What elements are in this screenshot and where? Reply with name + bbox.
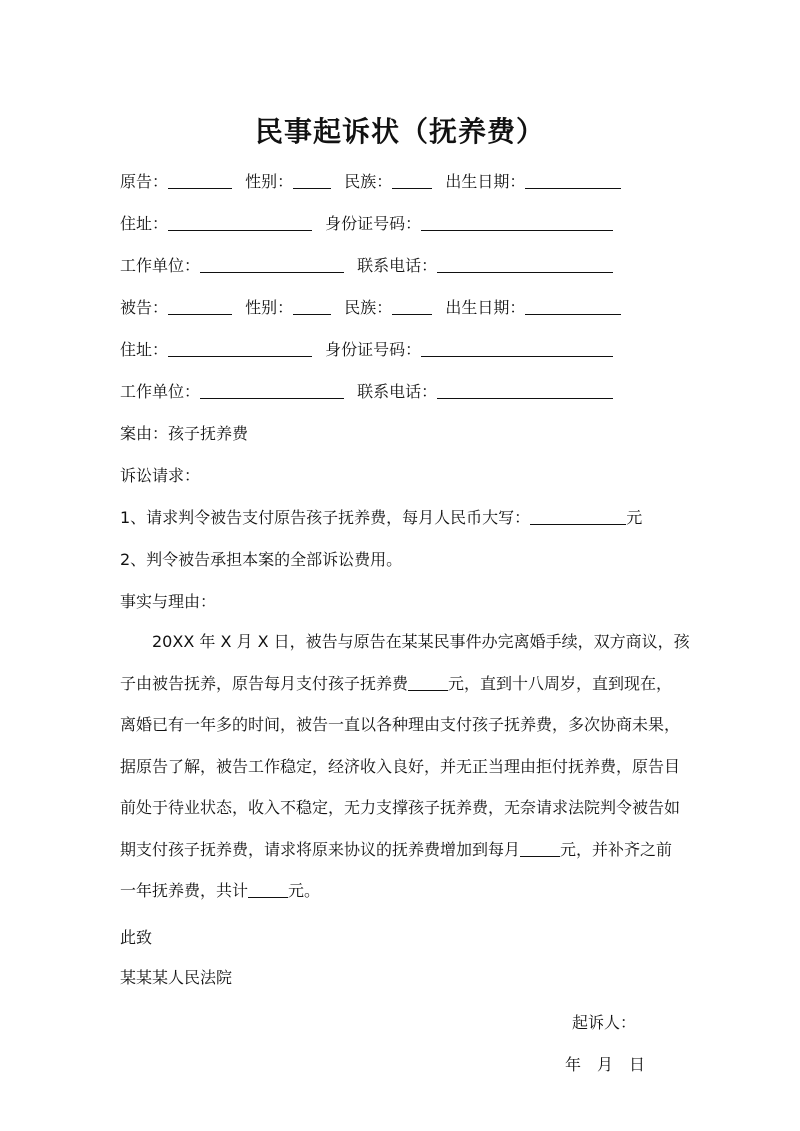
facts-line-2-rest: 元，直到十八周岁，直到现在，	[448, 673, 673, 693]
facts-line-7	[120, 870, 665, 912]
defendant-id-label: 身份证号码：	[325, 340, 422, 359]
date-month: 月	[597, 1055, 614, 1074]
defendant-basic-row	[120, 298, 621, 318]
closing-text: 此致	[120, 928, 153, 947]
defendant-address-label: 住址：	[120, 340, 169, 359]
claim-1-amount-blank	[530, 508, 626, 525]
plaintiff-id-blank	[421, 214, 613, 231]
original-amount-blank	[408, 674, 448, 691]
claim-1-text: 1、请求判令被告支付原告孩子抚养费，每月人民币大写：	[120, 508, 531, 527]
facts-line-3: 离婚已有一年多的时间，被告一直以各种理由支付孩子抚养费，多次协商未果，	[120, 715, 681, 734]
plaintiff-address-blank	[168, 214, 312, 231]
plaintiff-ethnicity-label: 民族：	[344, 172, 393, 191]
date-day: 日	[629, 1055, 646, 1074]
defendant-address-row	[120, 340, 613, 360]
defendant-ethnicity-blank	[392, 298, 432, 315]
plaintiff-gender-blank	[293, 172, 331, 189]
plaintiff-signature-label: 起诉人：	[572, 1013, 637, 1032]
claim-2: 2、判令被告承担本案的全部诉讼费用。	[120, 550, 403, 569]
plaintiff-gender-label: 性别：	[245, 172, 294, 191]
plaintiff-employer-blank	[200, 256, 344, 273]
plaintiff-birth-blank	[525, 172, 621, 189]
plaintiff-id-label: 身份证号码：	[325, 214, 422, 233]
plaintiff-phone-blank	[437, 256, 613, 273]
court-name: 某某某人民法院	[120, 968, 233, 987]
plaintiff-ethnicity-blank	[392, 172, 432, 189]
facts-line-6	[120, 829, 673, 871]
facts-line-2	[120, 663, 673, 705]
defendant-birth-blank	[525, 298, 621, 315]
defendant-label: 被告：	[120, 298, 169, 317]
signature-date	[565, 1052, 645, 1075]
facts-heading: 事实与理由：	[120, 592, 217, 611]
defendant-employer-label: 工作单位：	[120, 382, 201, 401]
plaintiff-phone-label: 联系电话：	[357, 256, 438, 275]
document-title: 民事起诉状（抚养费）	[254, 115, 545, 148]
facts-line-7-text: 一年抚养费，共计	[120, 881, 249, 900]
plaintiff-work-row	[120, 256, 613, 276]
plaintiff-address-row	[120, 214, 613, 234]
plaintiff-label: 原告：	[120, 172, 169, 191]
facts-line-6-rest: 元，并补齐之前	[560, 839, 673, 859]
facts-line-5: 前处于待业状态，收入不稳定，无力支撑孩子抚养费，无奈请求法院判令被告如	[120, 798, 681, 817]
plaintiff-basic-row	[120, 172, 621, 192]
date-year: 年	[565, 1055, 582, 1074]
plaintiff-birth-label: 出生日期：	[445, 172, 526, 191]
claims-heading: 诉讼请求：	[120, 466, 201, 485]
defendant-name-blank	[168, 298, 232, 315]
facts-line-7-rest: 元。	[288, 881, 321, 900]
new-amount-blank	[520, 840, 560, 857]
defendant-birth-label: 出生日期：	[445, 298, 526, 317]
defendant-gender-label: 性别：	[245, 298, 294, 317]
facts-line-1: 20XX 年 X 月 X 日，被告与原告在某某民事件办完离婚手续，双方商议，孩	[152, 632, 690, 651]
defendant-phone-blank	[437, 382, 613, 399]
facts-line-4: 据原告了解，被告工作稳定，经济收入良好，并无正当理由拒付抚养费，原告目	[120, 756, 681, 776]
defendant-work-row	[120, 382, 613, 402]
claim-1-unit: 元	[626, 508, 643, 527]
defendant-phone-label: 联系电话：	[357, 382, 438, 401]
facts-line-6-text: 期支付孩子抚养费，请求将原来协议的抚养费增加到每月	[120, 839, 521, 859]
defendant-ethnicity-label: 民族：	[344, 298, 393, 317]
total-amount-blank	[248, 881, 288, 898]
defendant-id-blank	[421, 340, 613, 357]
plaintiff-address-label: 住址：	[120, 214, 169, 233]
case-cause: 案由：孩子抚养费	[120, 424, 249, 443]
claim-1	[120, 508, 642, 528]
plaintiff-employer-label: 工作单位：	[120, 256, 201, 275]
facts-line-2-text: 子由被告抚养，原告每月支付孩子抚养费	[120, 673, 409, 693]
defendant-gender-blank	[293, 298, 331, 315]
plaintiff-name-blank	[168, 172, 232, 189]
facts-paragraph	[120, 621, 690, 912]
defendant-employer-blank	[200, 382, 344, 399]
defendant-address-blank	[168, 340, 312, 357]
